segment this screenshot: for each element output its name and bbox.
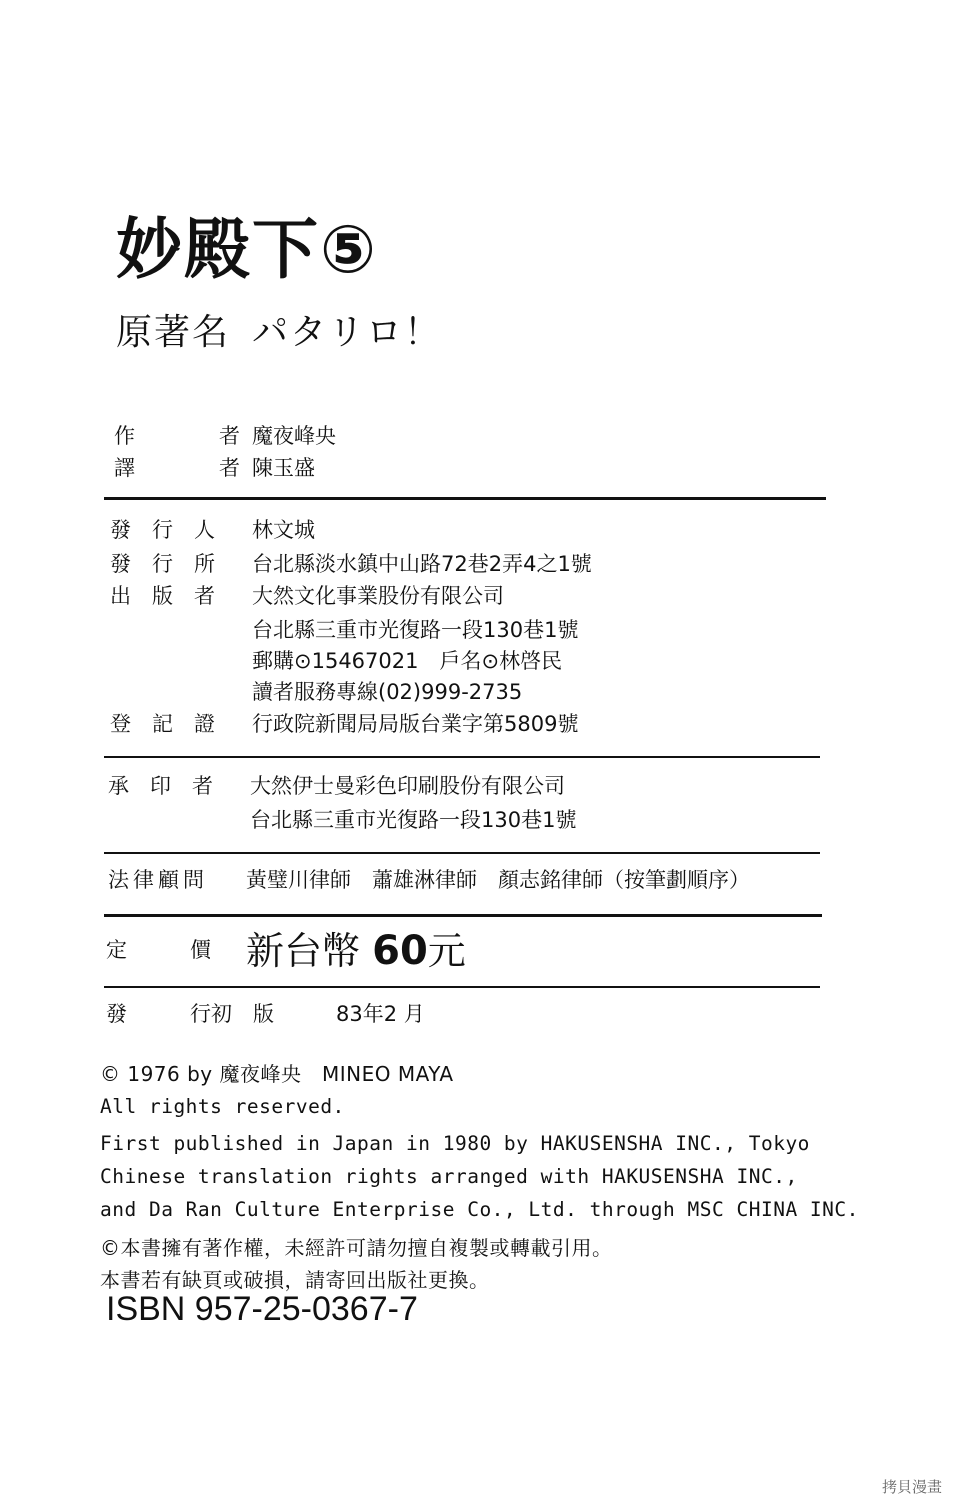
price-currency: 新台幣 [246, 929, 361, 973]
legal-advisors-value: 黃璧川律師 蕭雄淋律師 顏志銘律師（按筆劃順序） [246, 868, 750, 892]
copyright-line: All rights reserved. [100, 1095, 345, 1118]
book-title: 妙殿下⑤ [116, 211, 378, 288]
copyright-line: 本書若有缺頁或破損，請寄回出版社更換。 [100, 1268, 490, 1292]
publisher-row-label: 發 行 所 [110, 552, 215, 576]
publisher-row-label: 發 行 人 [110, 518, 215, 542]
publisher-row-value: 台北縣三重市光復路一段130巷1號 [252, 618, 579, 642]
publisher-row-value: 台北縣淡水鎮中山路72巷2弄4之1號 [252, 552, 592, 576]
legal-advisors-label: 法律顧問 [108, 868, 208, 892]
copyright-line: Chinese translation rights arranged with HAKUSENSHA INC., [100, 1165, 798, 1188]
divider-2 [104, 756, 820, 758]
price-label: 定 價 [106, 938, 211, 962]
original-title [116, 304, 442, 355]
publisher-row-label: 登 記 證 [110, 712, 215, 736]
publisher-row-value: 行政院新聞局局版台業字第5809號 [252, 712, 579, 736]
printer-row-label: 承 印 者 [108, 774, 213, 798]
copyright-line: First published in Japan in 1980 by HAKUSENSHA INC., Tokyo [100, 1132, 810, 1155]
divider-1 [104, 497, 826, 500]
watermark: 拷貝漫畫 [882, 1478, 943, 1496]
divider-4 [104, 914, 822, 917]
edition-value: 83年2 月 [336, 1002, 425, 1026]
divider-3 [104, 852, 820, 854]
divider-5 [104, 986, 820, 988]
price-unit: 元 [427, 929, 466, 973]
publisher-row-value: 大然文化事業股份有限公司 [252, 584, 504, 608]
credit-author-value: 魔夜峰央 [252, 424, 336, 448]
publisher-row-label: 出 版 者 [110, 584, 215, 608]
copyright-line: ©本書擁有著作權，未經許可請勿擅自複製或轉載引用。 [100, 1236, 613, 1260]
copyright-line: and Da Ran Culture Enterprise Co., Ltd. through MSC CHINA INC. [100, 1198, 859, 1221]
credit-translator-value: 陳玉盛 [252, 456, 315, 480]
isbn: ISBN 957-25-0367-7 [106, 1290, 418, 1328]
publisher-row-value: 讀者服務專線(02)999-2735 [252, 680, 523, 704]
credit-translator-label: 譯 者 [114, 456, 240, 480]
printer-row-value: 台北縣三重市光復路一段130巷1號 [250, 808, 577, 832]
original-title-label: 原著名 [116, 312, 231, 353]
edition-label: 發 行初 版 [106, 1002, 274, 1026]
copyright-line: © 1976 by 魔夜峰央 MINEO MAYA [100, 1062, 454, 1086]
original-title-value: パタリロ！ [252, 312, 443, 353]
credit-author-label: 作 者 [114, 424, 240, 448]
price-amount: 60 [372, 928, 428, 974]
printer-row-value: 大然伊士曼彩色印刷股份有限公司 [250, 774, 565, 798]
publisher-row-value: 林文城 [252, 518, 315, 542]
publisher-row-value: 郵購⊙15467021 戶名⊙林啓民 [252, 649, 563, 673]
price-value [246, 920, 466, 975]
